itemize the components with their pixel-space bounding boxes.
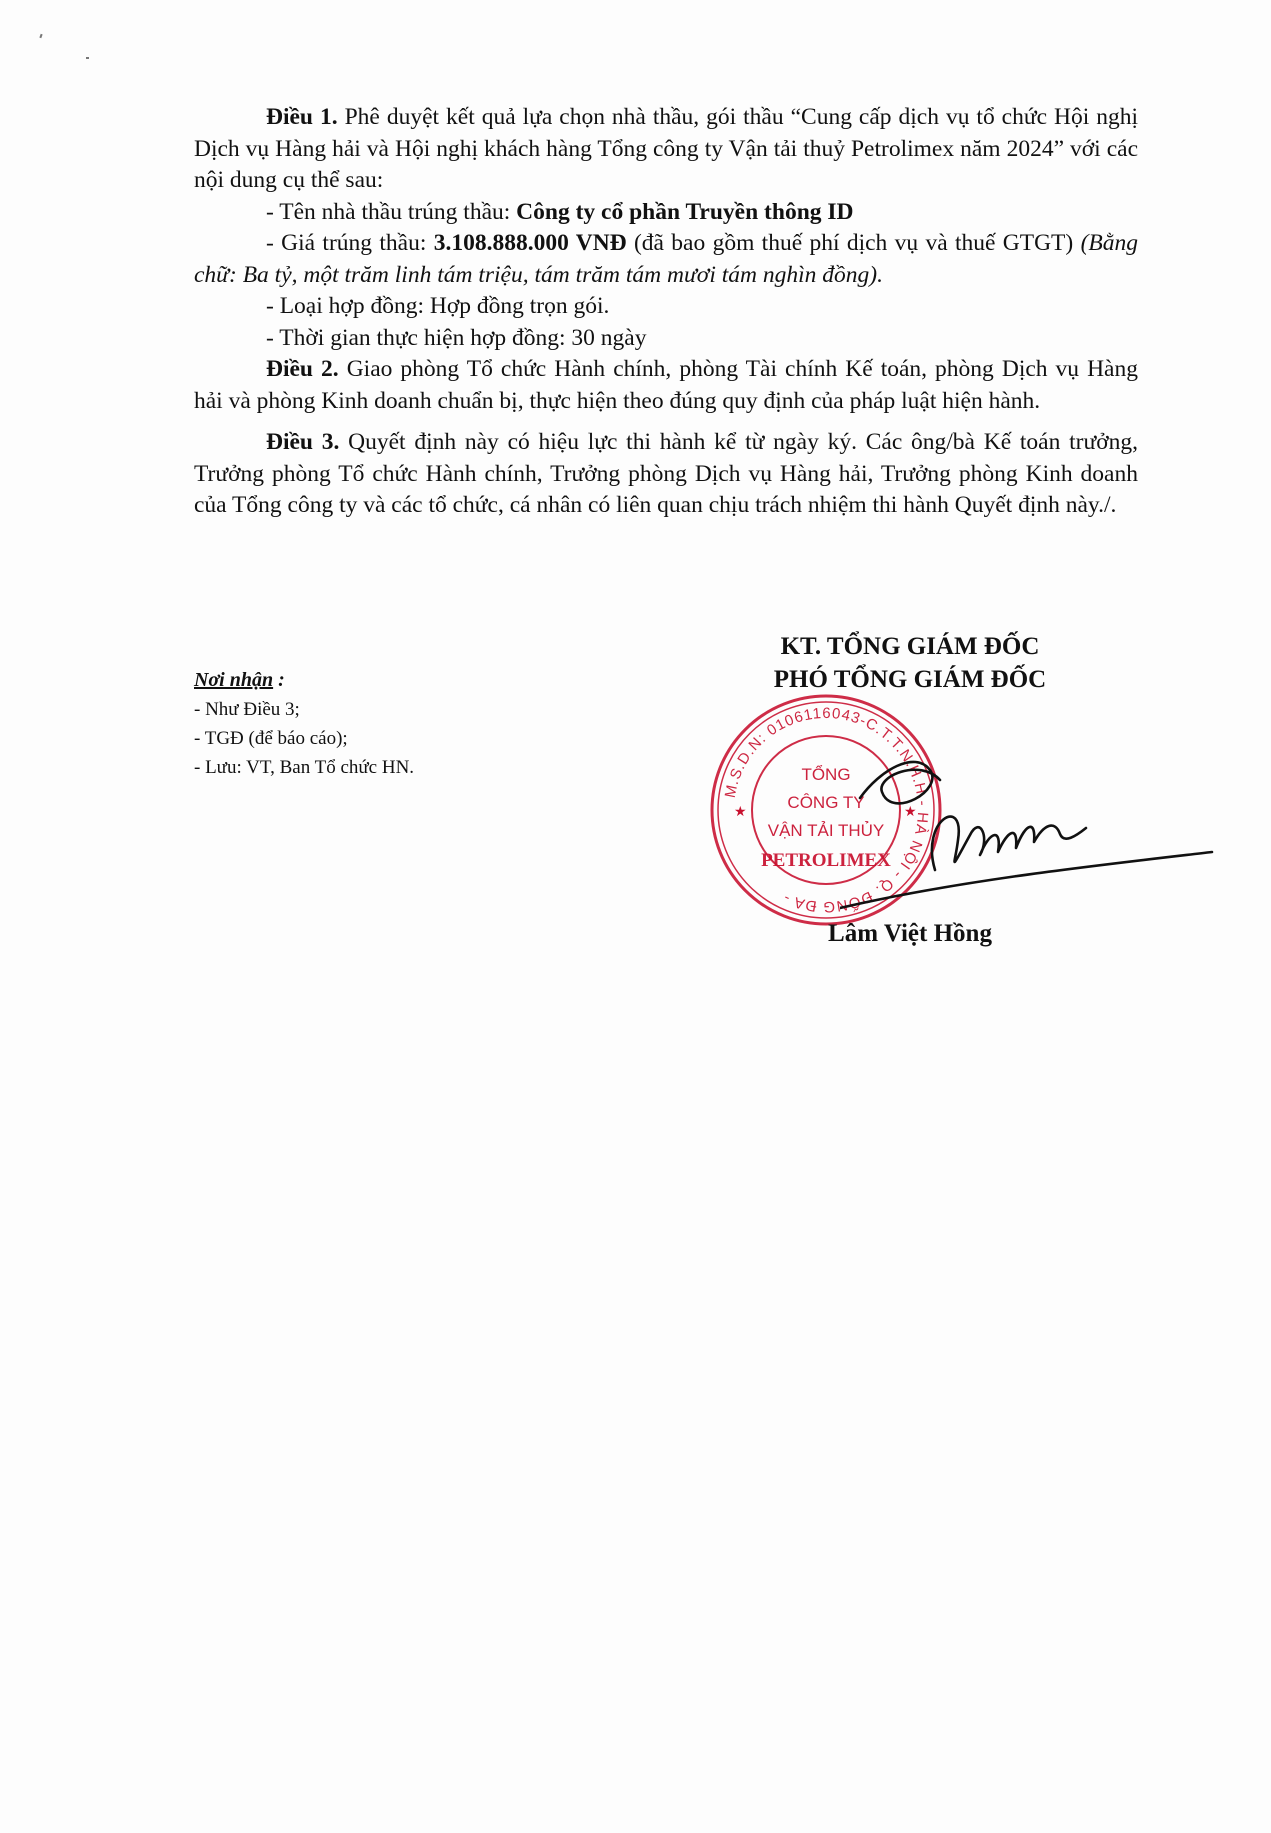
contractor-value: Công ty cổ phần Truyền thông ID <box>516 198 854 225</box>
signatory-title-line-2: PHÓ TỔNG GIÁM ĐỐC <box>773 666 1047 693</box>
recipients-title-text: Nơi nhận <box>194 669 274 691</box>
article-2 <box>194 354 1138 417</box>
recipient-item: - Như Điều 3; <box>194 699 300 720</box>
signatory-title-line-1: KT. TỔNG GIÁM ĐỐC <box>780 633 1040 660</box>
article-1-text: Phê duyệt kết quả lựa chọn nhà thầu, gói thầu “Cung cấp dịch vụ tổ chức Hội nghị Dịch vụ Hàng hải và Hội nghị khách hàng Tổng công ty Vận tải thuỷ Petrolimex năm 2024” với các nội dung cụ thể sau: <box>194 104 1139 193</box>
duration-line: - Thời gian thực hiện hợp đồng: 30 ngày <box>266 324 647 351</box>
handwritten-signature <box>840 740 1220 920</box>
recipients-title <box>194 666 414 695</box>
recipients-title-suffix: : <box>273 669 285 691</box>
svg-text:★: ★ <box>904 804 917 820</box>
price-value: 3.108.888.000 VNĐ <box>433 230 627 256</box>
recipient-item: - Lưu: VT, Ban Tổ chức HN. <box>194 757 415 778</box>
scan-speck <box>39 34 42 38</box>
seal-ring-text: M.S.D.N: 0106116043-C.T.T.N.H.H - HÀ NỘI - Q. ĐỐNG ĐA - <box>721 704 932 916</box>
price-note: (đã bao gồm thuế phí dịch vụ và thuế GTGT) <box>626 230 1081 256</box>
article-3-label: Điều 3. <box>266 429 340 455</box>
article-1 <box>194 102 1138 197</box>
seal-line-2: CÔNG TY <box>787 793 865 812</box>
svg-text:★: ★ <box>734 804 747 820</box>
price-line <box>194 228 1138 291</box>
scan-speck <box>86 57 89 59</box>
seal-line-4: PETROLIMEX <box>761 850 891 871</box>
contractor-line <box>194 197 1138 229</box>
price-in-words: (Bằng chữ: Ba tỷ, một trăm linh tám triệu, tám trăm tám mươi tám nghìn đồng). <box>194 230 1139 288</box>
contractor-label: - Tên nhà thầu trúng thầu: <box>266 198 517 225</box>
seal-line-1: TỔNG <box>801 765 851 784</box>
contract-type-line: - Loại hợp đồng: Hợp đồng trọn gói. <box>266 293 610 319</box>
decision-body <box>194 102 1138 522</box>
article-3-text: Quyết định này có hiệu lực thi hành kể từ ngày ký. Các ông/bà Kế toán trưởng, Trưởng phòng Tổ chức Hành chính, Trưởng phòng Dịch vụ Hàng hải, Trưởng phòng Kinh doanh của Tổng công ty và các tổ chức, cá nhân có liên quan chịu trách nhiệm thi hành Quyết định này./. <box>194 429 1139 518</box>
recipient-item: - TGĐ (để báo cáo); <box>194 728 348 749</box>
article-2-text: Giao phòng Tổ chức Hành chính, phòng Tài chính Kế toán, phòng Dịch vụ Hàng hải và phòng Kinh doanh chuẩn bị, thực hiện theo đúng quy định của pháp luật hiện hành. <box>194 356 1138 414</box>
article-2-label: Điều 2. <box>266 356 339 382</box>
article-3 <box>194 427 1138 522</box>
seal-line-3: VẬN TẢI THỦY <box>767 821 885 840</box>
price-label: - Giá trúng thầu: <box>266 230 434 256</box>
recipients-block <box>194 666 414 782</box>
article-1-label: Điều 1. <box>266 104 338 130</box>
signer-name: Lâm Việt Hồng <box>828 920 992 947</box>
signatory-title <box>700 630 1120 696</box>
